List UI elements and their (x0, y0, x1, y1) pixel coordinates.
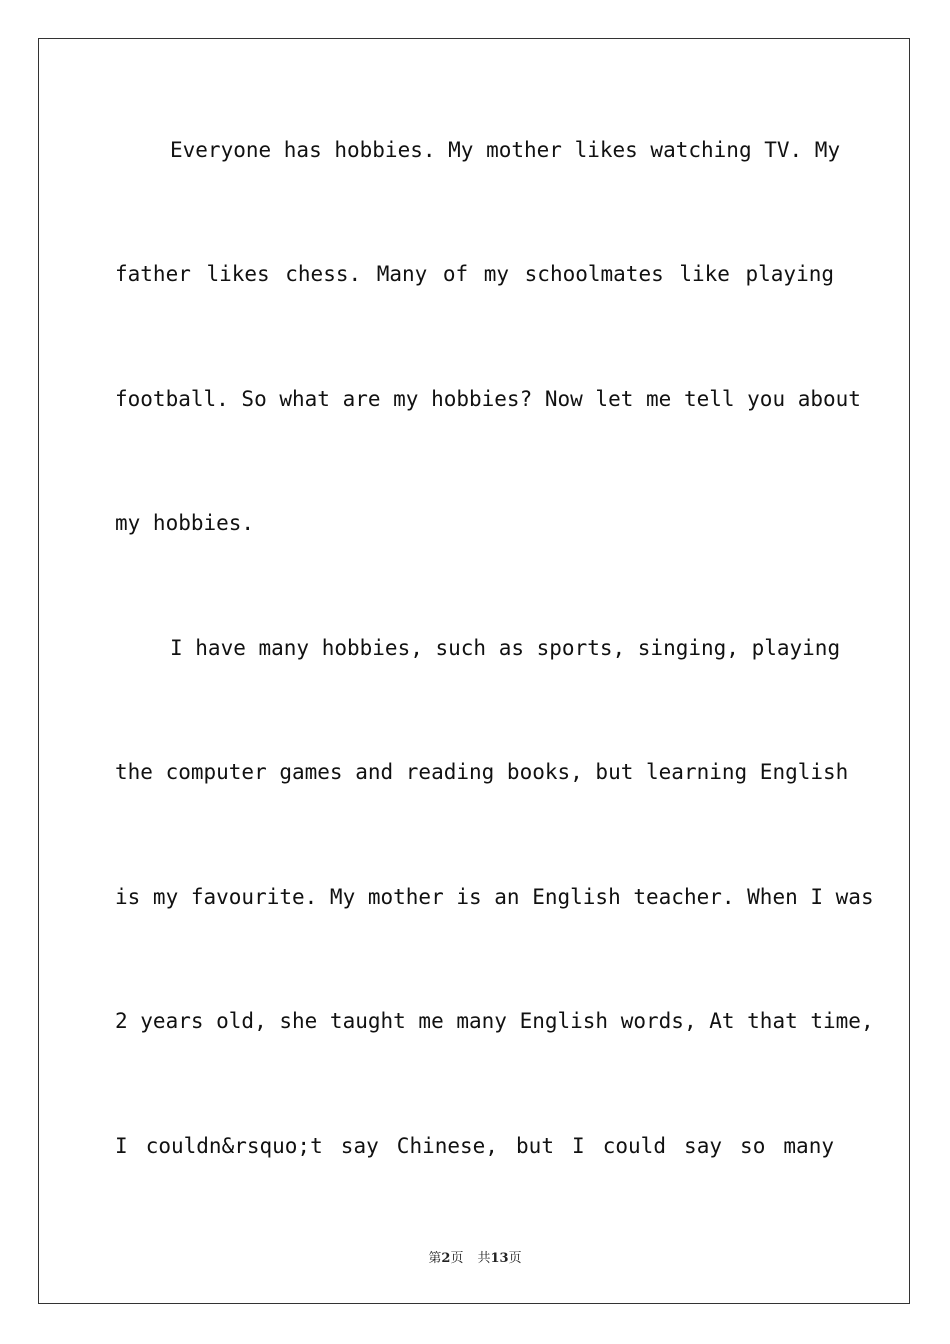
paragraph-2-line-2: the computer games and reading books, but learning English (115, 760, 849, 784)
paragraph-2-line-4: 2 years old, she taught me many English words, At that time, (115, 1009, 874, 1033)
footer-total-number: 13 (490, 1251, 509, 1266)
paragraph-1-line-2: father likes chess. Many of my schoolmates like playing (115, 262, 834, 286)
paragraph-2-line-3: is my favourite. My mother is an English teacher. When I was (115, 885, 874, 909)
footer-page-prefix: 第 (428, 1251, 442, 1266)
page-frame (38, 38, 910, 1304)
footer-total-suffix: 页 (508, 1251, 522, 1266)
footer-page-number: 2 (441, 1251, 451, 1266)
paragraph-2-line-5: I couldn&rsquo;t say Chinese, but I could say so many (115, 1134, 834, 1158)
page-footer (0, 1247, 950, 1266)
paragraph-1-line-1: Everyone has hobbies. My mother likes watching TV. My (170, 138, 841, 162)
paragraph-1-line-3: football. So what are my hobbies? Now let me tell you about (115, 387, 861, 411)
paragraph-2-line-1: I have many hobbies, such as sports, singing, playing (170, 636, 841, 660)
paragraph-1-line-4: my hobbies. (115, 511, 255, 535)
footer-page-suffix: 页 (450, 1251, 464, 1266)
footer-total-prefix: 共 (477, 1251, 491, 1266)
